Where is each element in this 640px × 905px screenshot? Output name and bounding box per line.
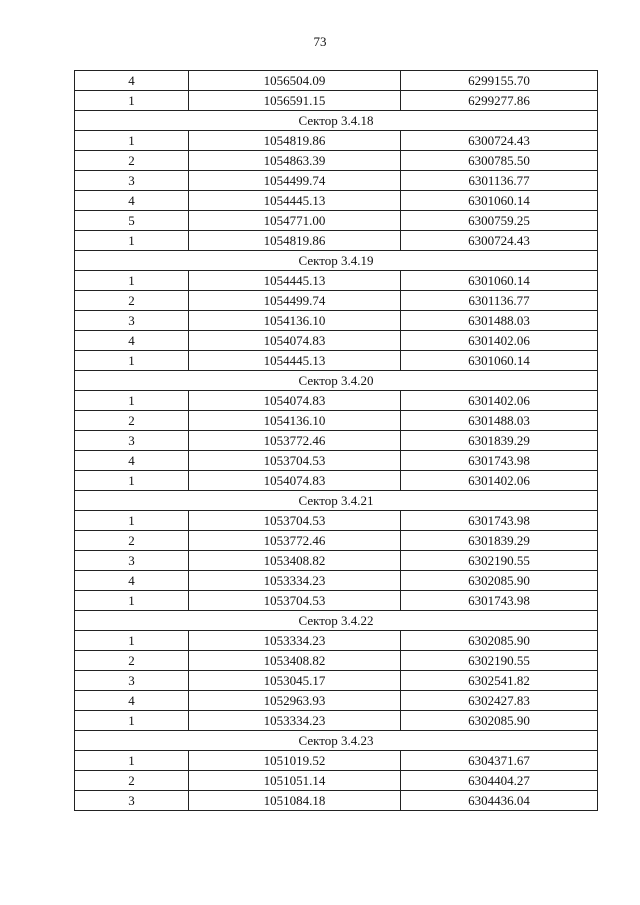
x-coordinate-cell: 1051084.18: [189, 791, 401, 811]
table-row: [75, 391, 598, 411]
point-number-cell: 2: [75, 651, 189, 671]
table-row: [75, 151, 598, 171]
y-coordinate-cell: 6302190.55: [401, 651, 598, 671]
point-number-cell: 3: [75, 671, 189, 691]
coordinates-table: [74, 70, 598, 811]
y-coordinate-cell: 6304436.04: [401, 791, 598, 811]
table-row: [75, 471, 598, 491]
y-coordinate-cell: 6302085.90: [401, 711, 598, 731]
point-number-cell: 1: [75, 711, 189, 731]
table-row: [75, 451, 598, 471]
point-number-cell: 1: [75, 751, 189, 771]
y-coordinate-cell: 6300724.43: [401, 231, 598, 251]
table-row: [75, 91, 598, 111]
point-number-cell: 1: [75, 631, 189, 651]
y-coordinate-cell: 6301060.14: [401, 191, 598, 211]
y-coordinate-cell: 6301136.77: [401, 171, 598, 191]
y-coordinate-cell: 6304404.27: [401, 771, 598, 791]
y-coordinate-cell: 6302085.90: [401, 571, 598, 591]
table-row: [75, 511, 598, 531]
table-row: [75, 711, 598, 731]
x-coordinate-cell: 1054445.13: [189, 191, 401, 211]
table-row: [75, 331, 598, 351]
point-number-cell: 4: [75, 331, 189, 351]
sector-label: Сектор 3.4.22: [75, 611, 598, 631]
point-number-cell: 4: [75, 71, 189, 91]
x-coordinate-cell: 1054136.10: [189, 411, 401, 431]
sector-header-row: [75, 611, 598, 631]
sector-label: Сектор 3.4.21: [75, 491, 598, 511]
y-coordinate-cell: 6300759.25: [401, 211, 598, 231]
y-coordinate-cell: 6301743.98: [401, 451, 598, 471]
y-coordinate-cell: 6302085.90: [401, 631, 598, 651]
y-coordinate-cell: 6301488.03: [401, 411, 598, 431]
point-number-cell: 2: [75, 151, 189, 171]
x-coordinate-cell: 1053408.82: [189, 651, 401, 671]
sector-label: Сектор 3.4.19: [75, 251, 598, 271]
table-row: [75, 631, 598, 651]
point-number-cell: 4: [75, 691, 189, 711]
y-coordinate-cell: 6301136.77: [401, 291, 598, 311]
y-coordinate-cell: 6300785.50: [401, 151, 598, 171]
x-coordinate-cell: 1056504.09: [189, 71, 401, 91]
table-row: [75, 271, 598, 291]
x-coordinate-cell: 1054499.74: [189, 171, 401, 191]
table-row: [75, 691, 598, 711]
x-coordinate-cell: 1053408.82: [189, 551, 401, 571]
x-coordinate-cell: 1054499.74: [189, 291, 401, 311]
x-coordinate-cell: 1053704.53: [189, 591, 401, 611]
x-coordinate-cell: 1053334.23: [189, 631, 401, 651]
coordinates-table-body: [75, 71, 598, 811]
x-coordinate-cell: 1054863.39: [189, 151, 401, 171]
y-coordinate-cell: 6301839.29: [401, 431, 598, 451]
table-row: [75, 171, 598, 191]
point-number-cell: 1: [75, 391, 189, 411]
point-number-cell: 3: [75, 171, 189, 191]
table-row: [75, 571, 598, 591]
x-coordinate-cell: 1056591.15: [189, 91, 401, 111]
table-row: [75, 351, 598, 371]
x-coordinate-cell: 1051051.14: [189, 771, 401, 791]
y-coordinate-cell: 6301060.14: [401, 271, 598, 291]
sector-label: Сектор 3.4.18: [75, 111, 598, 131]
table-row: [75, 231, 598, 251]
y-coordinate-cell: 6300724.43: [401, 131, 598, 151]
y-coordinate-cell: 6301402.06: [401, 331, 598, 351]
x-coordinate-cell: 1054819.86: [189, 131, 401, 151]
sector-header-row: [75, 111, 598, 131]
x-coordinate-cell: 1052963.93: [189, 691, 401, 711]
y-coordinate-cell: 6301060.14: [401, 351, 598, 371]
table-row: [75, 651, 598, 671]
x-coordinate-cell: 1054819.86: [189, 231, 401, 251]
sector-label: Сектор 3.4.20: [75, 371, 598, 391]
x-coordinate-cell: 1053334.23: [189, 571, 401, 591]
point-number-cell: 2: [75, 771, 189, 791]
point-number-cell: 1: [75, 271, 189, 291]
x-coordinate-cell: 1051019.52: [189, 751, 401, 771]
point-number-cell: 1: [75, 471, 189, 491]
table-row: [75, 191, 598, 211]
y-coordinate-cell: 6302541.82: [401, 671, 598, 691]
sector-header-row: [75, 251, 598, 271]
table-row: [75, 771, 598, 791]
point-number-cell: 3: [75, 791, 189, 811]
x-coordinate-cell: 1053772.46: [189, 531, 401, 551]
table-row: [75, 71, 598, 91]
x-coordinate-cell: 1054136.10: [189, 311, 401, 331]
point-number-cell: 4: [75, 191, 189, 211]
table-row: [75, 551, 598, 571]
point-number-cell: 1: [75, 591, 189, 611]
table-row: [75, 291, 598, 311]
x-coordinate-cell: 1054074.83: [189, 471, 401, 491]
x-coordinate-cell: 1053772.46: [189, 431, 401, 451]
y-coordinate-cell: 6301743.98: [401, 591, 598, 611]
table-row: [75, 671, 598, 691]
x-coordinate-cell: 1054445.13: [189, 271, 401, 291]
sector-header-row: [75, 491, 598, 511]
table-row: [75, 131, 598, 151]
table-row: [75, 791, 598, 811]
y-coordinate-cell: 6304371.67: [401, 751, 598, 771]
point-number-cell: 2: [75, 291, 189, 311]
point-number-cell: 2: [75, 411, 189, 431]
point-number-cell: 1: [75, 231, 189, 251]
point-number-cell: 5: [75, 211, 189, 231]
table-row: [75, 431, 598, 451]
y-coordinate-cell: 6301743.98: [401, 511, 598, 531]
y-coordinate-cell: 6299277.86: [401, 91, 598, 111]
sector-label: Сектор 3.4.23: [75, 731, 598, 751]
point-number-cell: 2: [75, 531, 189, 551]
page-number: 73: [313, 34, 327, 49]
table-row: [75, 311, 598, 331]
x-coordinate-cell: 1054445.13: [189, 351, 401, 371]
table-row: [75, 531, 598, 551]
point-number-cell: 1: [75, 91, 189, 111]
point-number-cell: 1: [75, 511, 189, 531]
table-row: [75, 591, 598, 611]
point-number-cell: 4: [75, 451, 189, 471]
x-coordinate-cell: 1054074.83: [189, 391, 401, 411]
y-coordinate-cell: 6301839.29: [401, 531, 598, 551]
point-number-cell: 3: [75, 431, 189, 451]
x-coordinate-cell: 1054771.00: [189, 211, 401, 231]
point-number-cell: 4: [75, 571, 189, 591]
table-row: [75, 411, 598, 431]
point-number-cell: 3: [75, 311, 189, 331]
point-number-cell: 1: [75, 351, 189, 371]
x-coordinate-cell: 1053704.53: [189, 451, 401, 471]
y-coordinate-cell: 6301402.06: [401, 471, 598, 491]
sector-header-row: [75, 371, 598, 391]
x-coordinate-cell: 1054074.83: [189, 331, 401, 351]
y-coordinate-cell: 6301488.03: [401, 311, 598, 331]
table-row: [75, 751, 598, 771]
point-number-cell: 3: [75, 551, 189, 571]
x-coordinate-cell: 1053334.23: [189, 711, 401, 731]
x-coordinate-cell: 1053704.53: [189, 511, 401, 531]
y-coordinate-cell: 6302190.55: [401, 551, 598, 571]
table-row: [75, 211, 598, 231]
y-coordinate-cell: 6299155.70: [401, 71, 598, 91]
x-coordinate-cell: 1053045.17: [189, 671, 401, 691]
point-number-cell: 1: [75, 131, 189, 151]
y-coordinate-cell: 6302427.83: [401, 691, 598, 711]
y-coordinate-cell: 6301402.06: [401, 391, 598, 411]
sector-header-row: [75, 731, 598, 751]
